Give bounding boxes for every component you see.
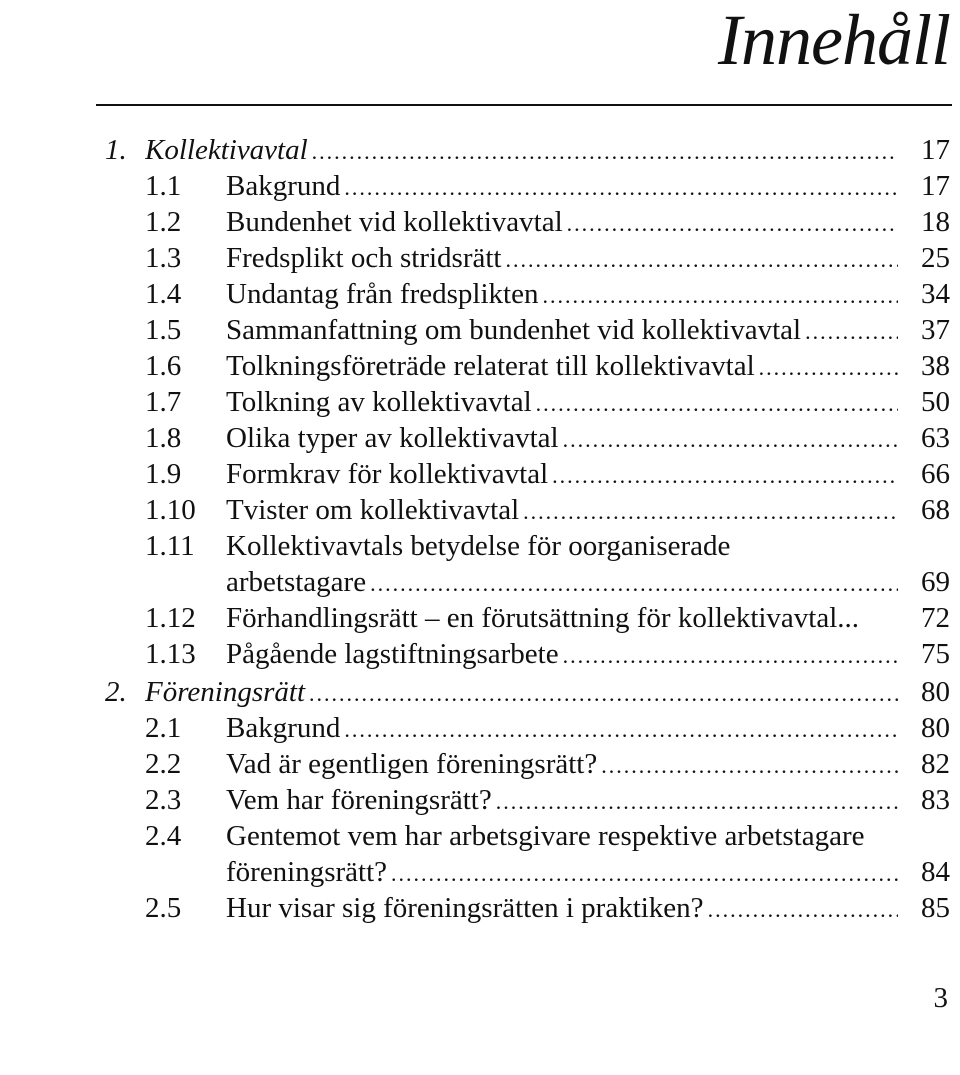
dot-leader bbox=[492, 784, 898, 820]
title-rule bbox=[96, 104, 952, 106]
toc-section-1-8[interactable] bbox=[0, 420, 960, 456]
dot-leader bbox=[366, 566, 898, 602]
section-title-line-2: arbetstagare bbox=[226, 566, 367, 598]
toc-section-1-10[interactable] bbox=[0, 492, 960, 528]
dot-leader bbox=[501, 242, 898, 278]
section-title: Pågående lagstiftningsarbete bbox=[226, 638, 559, 670]
section-title: Undantag från fredsplikten bbox=[226, 278, 539, 310]
page-number: 82 bbox=[921, 748, 950, 780]
page-number: 25 bbox=[921, 242, 950, 274]
dot-leader bbox=[519, 494, 898, 530]
page-number: 75 bbox=[921, 638, 950, 670]
section-title: Olika typer av kollektivavtal bbox=[226, 422, 559, 454]
section-title: Hur visar sig föreningsrätten i praktiken? bbox=[226, 892, 704, 924]
page-number: 68 bbox=[921, 494, 950, 526]
dot-leader bbox=[308, 134, 898, 170]
dot-leader bbox=[704, 892, 898, 928]
page-folio: 3 bbox=[933, 982, 948, 1014]
page-number: 63 bbox=[921, 422, 950, 454]
section-number: 1.2 bbox=[145, 206, 182, 238]
section-number: 2.1 bbox=[145, 712, 182, 744]
section-number: 1.12 bbox=[145, 602, 196, 634]
section-title: Tolkning av kollektivavtal bbox=[226, 386, 532, 418]
dot-leader bbox=[387, 856, 898, 892]
section-number: 2.5 bbox=[145, 892, 182, 924]
section-number: 1.1 bbox=[145, 170, 182, 202]
dot-leader bbox=[597, 748, 898, 784]
page-number: 72 bbox=[921, 602, 950, 634]
section-number: 1.4 bbox=[145, 278, 182, 310]
section-title: Sammanfattning om bundenhet vid kollektivavtal bbox=[226, 314, 802, 346]
section-number: 1.10 bbox=[145, 494, 196, 526]
page-number: 83 bbox=[921, 784, 950, 816]
toc-section-1-1[interactable] bbox=[0, 168, 960, 204]
toc-section-1-9[interactable] bbox=[0, 456, 960, 492]
section-number: 1.3 bbox=[145, 242, 182, 274]
chapter-title: Kollektivavtal bbox=[145, 134, 308, 166]
section-number: 2.2 bbox=[145, 748, 182, 780]
chapter-number: 1. bbox=[105, 134, 127, 166]
dot-leader bbox=[305, 676, 898, 712]
section-number: 1.6 bbox=[145, 350, 182, 382]
page-number: 66 bbox=[921, 458, 950, 490]
section-title-line-2: föreningsrätt? bbox=[226, 856, 388, 888]
dot-leader bbox=[563, 206, 898, 242]
chapter-title: Föreningsrätt bbox=[145, 676, 306, 708]
section-title: Fredsplikt och stridsrätt bbox=[226, 242, 502, 274]
dot-leader bbox=[538, 278, 898, 314]
section-title: Vem har föreningsrätt? bbox=[226, 784, 492, 816]
section-title: Förhandlingsrätt – en förutsättning för kollektivavtal... bbox=[226, 602, 860, 634]
dot-leader bbox=[559, 422, 898, 458]
toc-section-2-4[interactable] bbox=[0, 818, 960, 854]
section-title: Tvister om kollektivavtal bbox=[226, 494, 520, 526]
section-number: 1.11 bbox=[145, 530, 195, 562]
toc-section-2-4-continuation[interactable] bbox=[0, 854, 960, 890]
section-title: Formkrav för kollektivavtal bbox=[226, 458, 549, 490]
page-title: Innehåll bbox=[718, 0, 950, 80]
page-number: 80 bbox=[921, 712, 950, 744]
section-title: Bundenhet vid kollektivavtal bbox=[226, 206, 563, 238]
dot-leader bbox=[532, 386, 898, 422]
section-number: 1.9 bbox=[145, 458, 182, 490]
section-title: Bakgrund bbox=[226, 170, 341, 202]
section-number: 1.7 bbox=[145, 386, 182, 418]
chapter-number: 2. bbox=[105, 676, 127, 708]
page-number: 85 bbox=[921, 892, 950, 924]
page-number: 38 bbox=[921, 350, 950, 382]
section-number: 1.13 bbox=[145, 638, 196, 670]
section-title: Vad är egentligen föreningsrätt? bbox=[226, 748, 598, 780]
section-number: 2.3 bbox=[145, 784, 182, 816]
toc-section-1-11[interactable] bbox=[0, 528, 960, 564]
dot-leader bbox=[340, 712, 898, 748]
page-number: 34 bbox=[921, 278, 950, 310]
dot-leader bbox=[559, 638, 898, 674]
page-number: 80 bbox=[921, 676, 950, 708]
dot-leader bbox=[340, 170, 898, 206]
section-title: Bakgrund bbox=[226, 712, 341, 744]
section-title-line-1: Gentemot vem har arbetsgivare respektive arbetstagare bbox=[226, 820, 865, 852]
toc-chapter-2[interactable] bbox=[0, 674, 960, 710]
section-number: 2.4 bbox=[145, 820, 182, 852]
section-title-line-1: Kollektivavtals betydelse för oorganiserade bbox=[226, 530, 731, 562]
dot-leader bbox=[801, 314, 898, 350]
page-number: 69 bbox=[921, 566, 950, 598]
section-title: Tolkningsföreträde relaterat till kollektivavtal bbox=[226, 350, 755, 382]
toc-section-1-12[interactable] bbox=[0, 600, 960, 636]
toc-section-2-1[interactable] bbox=[0, 710, 960, 746]
toc-section-2-2[interactable] bbox=[0, 746, 960, 782]
dot-leader bbox=[548, 458, 898, 494]
toc-section-1-2[interactable] bbox=[0, 204, 960, 240]
toc-section-2-5[interactable] bbox=[0, 890, 960, 926]
toc-section-1-5[interactable] bbox=[0, 312, 960, 348]
toc-section-1-3[interactable] bbox=[0, 240, 960, 276]
toc-section-1-7[interactable] bbox=[0, 384, 960, 420]
page-number: 50 bbox=[921, 386, 950, 418]
dot-leader bbox=[755, 350, 898, 386]
toc-section-1-6[interactable] bbox=[0, 348, 960, 384]
toc-chapter-1[interactable] bbox=[0, 132, 960, 168]
toc-section-2-3[interactable] bbox=[0, 782, 960, 818]
section-number: 1.8 bbox=[145, 422, 182, 454]
page-number: 37 bbox=[921, 314, 950, 346]
section-number: 1.5 bbox=[145, 314, 182, 346]
page-number: 18 bbox=[921, 206, 950, 238]
toc-section-1-11-continuation[interactable] bbox=[0, 564, 960, 600]
page-number: 17 bbox=[921, 134, 950, 166]
page-number: 17 bbox=[921, 170, 950, 202]
toc-section-1-4[interactable] bbox=[0, 276, 960, 312]
page-number: 84 bbox=[921, 856, 950, 888]
toc-section-1-13[interactable] bbox=[0, 636, 960, 672]
